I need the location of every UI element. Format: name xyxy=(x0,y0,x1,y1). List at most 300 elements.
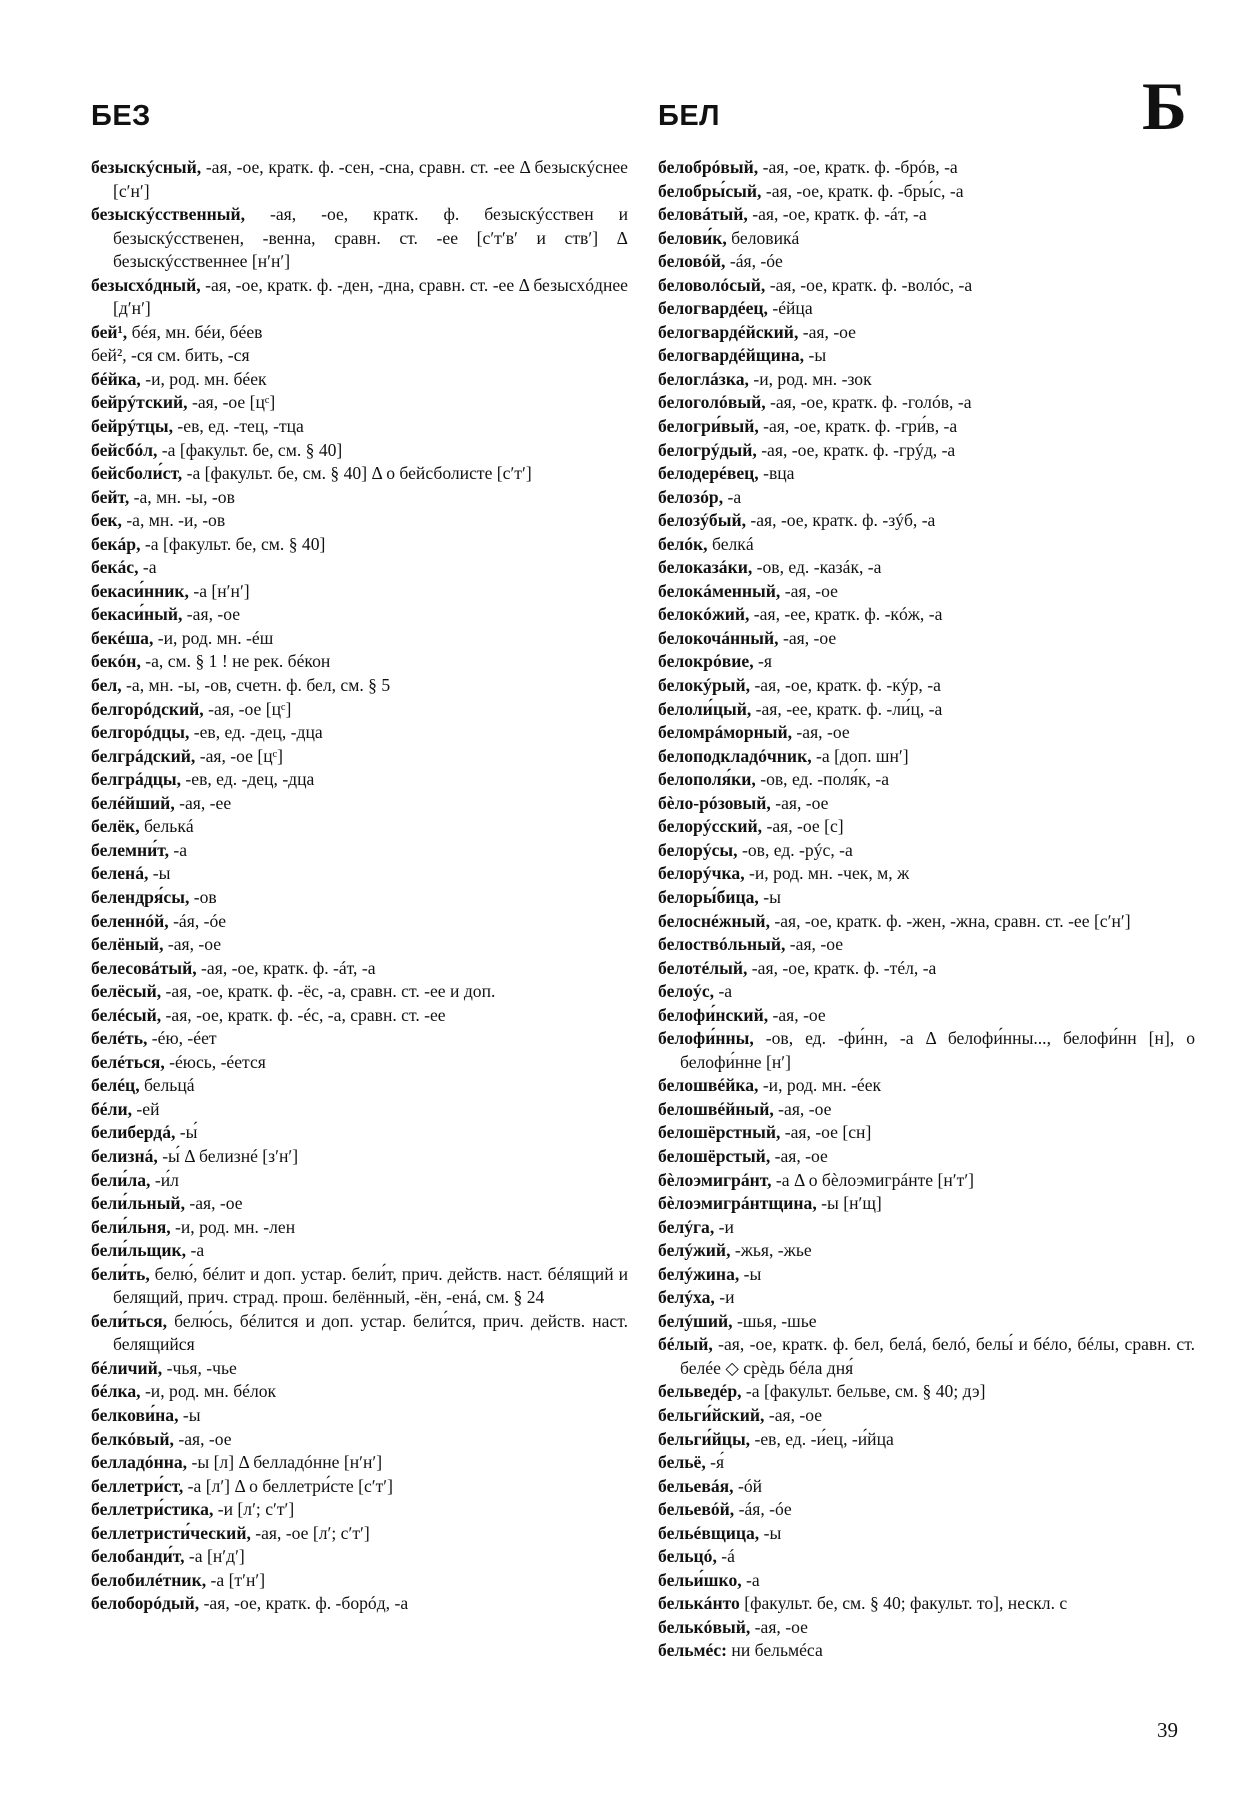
headword: белошвéйный, xyxy=(658,1098,774,1119)
dictionary-entry xyxy=(658,344,1195,368)
dictionary-entry xyxy=(91,1451,628,1475)
entry-text: -ая, -ое xyxy=(182,604,241,625)
entry-text: -ов, ед. -рýс, -а xyxy=(737,839,853,860)
dictionary-entry xyxy=(91,698,628,722)
headword: белополя́ки, xyxy=(658,769,756,790)
entry-text: -и, род. мн. бéек xyxy=(140,368,267,389)
dictionary-entry xyxy=(658,156,1195,180)
dictionary-entry xyxy=(91,768,628,792)
headword: бели́льный, xyxy=(91,1193,185,1214)
headword: белокрóвие, xyxy=(658,651,754,672)
dictionary-entry xyxy=(658,1380,1195,1404)
headword: бельги́йцы, xyxy=(658,1428,751,1449)
dictionary-entry xyxy=(658,1592,1195,1616)
entry-text: -я xyxy=(753,651,772,672)
headword: белýжина, xyxy=(658,1263,740,1284)
entry-text: бéя, мн. бéи, бéев xyxy=(127,321,263,342)
headword: белгорóдцы, xyxy=(91,722,190,743)
dictionary-entry xyxy=(658,1027,1195,1074)
headword: белокочáнный, xyxy=(658,627,779,648)
headword: белкóвый, xyxy=(91,1428,174,1449)
entry-text: беловикá xyxy=(726,227,800,248)
entry-text: -ая, -ое xyxy=(750,1616,808,1637)
headword: белоснéжный, xyxy=(658,910,770,931)
entry-text: -а [факульт. бельве, см. § 40; дэ] xyxy=(741,1381,986,1402)
dictionary-entry xyxy=(658,839,1195,863)
entry-text: -ая, -ое xyxy=(764,1404,823,1425)
entry-text: -ов, ед. -казáк, -а xyxy=(752,557,882,578)
dictionary-entry xyxy=(658,580,1195,604)
entry-text: белькá xyxy=(139,816,194,837)
headword: белладóнна, xyxy=(91,1452,188,1473)
dictionary-entry xyxy=(658,815,1195,839)
headword: бéличий, xyxy=(91,1357,163,1378)
entry-text: -ая, -ое, кратк. ф. -бры́с, -а xyxy=(761,180,964,201)
dictionary-entry xyxy=(658,745,1195,769)
dictionary-entry xyxy=(91,203,628,274)
headword: белодерéвец, xyxy=(658,463,759,484)
dictionary-entry xyxy=(658,957,1195,981)
entry-text: белю́, бéлит и доп. устар. бели́т, прич. действ. наст. бéлящий и белящий, прич. страд. прош. белённый, -ён, -енá, см. § 24 xyxy=(113,1263,628,1308)
headword: белéться, xyxy=(91,1051,165,1072)
entry-text: -а xyxy=(169,839,188,860)
headword: бельцó, xyxy=(658,1546,717,1567)
entry-text: -ая, -ое, кратк. ф. -áт, -а xyxy=(196,957,376,978)
dictionary-entry xyxy=(658,1545,1195,1569)
dictionary-entry xyxy=(91,1357,628,1381)
headword: беллетри́стика, xyxy=(91,1499,214,1520)
dictionary-entry xyxy=(658,1004,1195,1028)
entry-text: -ая, -ое, кратк. ф. -кýр, -а xyxy=(750,675,941,696)
headword: бели́ть, xyxy=(91,1263,150,1284)
headword: бекóн, xyxy=(91,651,141,672)
entry-text: -ы xyxy=(758,886,781,907)
entry-text: -ая, -ое xyxy=(768,1004,826,1025)
dictionary-entry xyxy=(658,1522,1195,1546)
entry-text: -ая, -ое, кратк. ф. -зýб, -а xyxy=(745,510,936,531)
entry-text: -ая, -ее xyxy=(174,792,232,813)
dictionary-entry xyxy=(91,415,628,439)
headword: белорýсский, xyxy=(658,816,763,837)
entry-text: -и, род. мн. бéлок xyxy=(140,1381,277,1402)
headword: белобанди́т, xyxy=(91,1546,185,1567)
dictionary-entry xyxy=(91,957,628,981)
dictionary-entry xyxy=(658,227,1195,251)
entry-text: -ы́ xyxy=(175,1122,198,1143)
entry-text: -ая, -ое, кратк. ф. -тéл, -а xyxy=(747,957,937,978)
entry-text: -á xyxy=(716,1546,735,1567)
headword: белéйший, xyxy=(91,792,175,813)
dictionary-entry xyxy=(658,721,1195,745)
entry-text: -ы xyxy=(759,1522,782,1543)
entry-text: -а xyxy=(714,981,733,1002)
dictionary-entry xyxy=(91,815,628,839)
dictionary-entry xyxy=(658,321,1195,345)
headword: бек, xyxy=(91,510,122,531)
dictionary-entry xyxy=(91,1121,628,1145)
dictionary-entry xyxy=(91,1592,628,1616)
headword: белогвардéец, xyxy=(658,298,768,319)
entry-text: бей², -ся см. бить, -ся xyxy=(91,345,250,366)
entry-text: -а [факульт. бе, см. § 40] Δ о бейсболисте [сʹтʹ] xyxy=(182,463,532,484)
entry-text: -ов, ед. -поля́к, -а xyxy=(755,769,890,790)
dictionary-entry xyxy=(658,1074,1195,1098)
right-column xyxy=(658,156,1195,1663)
dictionary-entry xyxy=(658,1428,1195,1452)
headword: белёк, xyxy=(91,816,140,837)
headword: бекаси́ный, xyxy=(91,604,183,625)
dictionary-entry xyxy=(91,1051,628,1075)
entry-text: -ая, -ое [с] xyxy=(762,816,844,837)
entry-text: -а [тʹнʹ] xyxy=(206,1569,266,1590)
dictionary-entry xyxy=(91,321,628,345)
headword: бели́ла, xyxy=(91,1169,151,1190)
dictionary-entry xyxy=(91,1428,628,1452)
headword: бельведéр, xyxy=(658,1381,742,1402)
dictionary-entry xyxy=(91,462,628,486)
entry-text: -ая, -ое xyxy=(184,1193,243,1214)
dictionary-entry xyxy=(658,1333,1195,1380)
entry-text: -а [доп. шнʹ] xyxy=(811,745,909,766)
headword: белокóжий, xyxy=(658,604,750,625)
dictionary-entry xyxy=(658,1145,1195,1169)
dictionary-entry xyxy=(658,862,1195,886)
headword: белендря́сы, xyxy=(91,886,190,907)
left-column xyxy=(91,156,628,1616)
headword: белибердá, xyxy=(91,1122,176,1143)
dictionary-entry xyxy=(658,1121,1195,1145)
headword: безыскýсственный, xyxy=(91,204,246,225)
entry-text: -ая, -ое xyxy=(163,934,222,955)
dictionary-entry xyxy=(91,862,628,886)
dictionary-entry xyxy=(91,792,628,816)
entry-text: -ов, ед. -фи́нн, -а Δ белофи́нны..., белофи́нн [н], о белофи́нне [нʹ] xyxy=(680,1028,1195,1072)
headword: бели́ться, xyxy=(91,1310,168,1331)
dictionary-entry xyxy=(658,1169,1195,1193)
entry-text: -ая, -ое, кратк. ф. -брóв, -а xyxy=(758,157,958,177)
entry-text: -ая, -ое, кратк. ф. -éс, -а, сравн. ст. -ее xyxy=(161,1004,446,1025)
dictionary-entry xyxy=(91,556,628,580)
headword: бельги́йский, xyxy=(658,1404,765,1425)
headword: бéлый, xyxy=(658,1334,713,1355)
entry-text: -и, род. мн. -зок xyxy=(748,368,872,389)
dictionary-entry xyxy=(658,1451,1195,1475)
headword: белорýсы, xyxy=(658,839,738,860)
headword: белкови́на, xyxy=(91,1404,179,1425)
dictionary-entry xyxy=(91,1239,628,1263)
entry-text: -ей xyxy=(132,1098,160,1119)
headword: бел, xyxy=(91,675,122,696)
headword: белокáменный, xyxy=(658,580,781,601)
dictionary-entry xyxy=(658,439,1195,463)
running-head-left: БЕЗ xyxy=(91,100,151,132)
entry-text: -ая, -ое xyxy=(773,1098,832,1119)
entry-text: -ы́ Δ белизнé [зʹнʹ] xyxy=(157,1145,299,1166)
dictionary-entry xyxy=(91,1263,628,1310)
headword: белéц, xyxy=(91,1075,140,1096)
entry-text: -ая, -ее, кратк. ф. -ли́ц, -а xyxy=(751,698,943,719)
headword: белёсый, xyxy=(91,981,162,1002)
dictionary-entry xyxy=(658,1239,1195,1263)
headword: бельи́шко, xyxy=(658,1569,742,1590)
headword: беленнóй, xyxy=(91,910,169,931)
dictionary-entry xyxy=(91,1192,628,1216)
headword: беловолóсый, xyxy=(658,274,766,295)
dictionary-entry xyxy=(658,603,1195,627)
entry-text: -и xyxy=(714,1287,735,1308)
headword: безыскýсный, xyxy=(91,157,202,177)
entry-text: -а xyxy=(723,486,742,507)
dictionary-entry xyxy=(658,1639,1195,1663)
entry-text: -а xyxy=(138,557,157,578)
headword: белесовáтый, xyxy=(91,957,197,978)
entry-text: -а [нʹнʹ] xyxy=(188,580,250,601)
entry-text: -а [лʹ] Δ о беллетри́сте [сʹтʹ] xyxy=(183,1475,394,1496)
dictionary-entry xyxy=(658,203,1195,227)
entry-text: -а Δ о бѐлоэмигрáнте [нʹтʹ] xyxy=(771,1169,975,1190)
entry-text: -éйца xyxy=(767,298,813,319)
headword: бельмéс: xyxy=(658,1640,728,1661)
entry-text: -а xyxy=(741,1569,760,1590)
dictionary-entry xyxy=(658,1310,1195,1334)
dictionary-entry xyxy=(658,674,1195,698)
dictionary-entry xyxy=(658,933,1195,957)
dictionary-entry xyxy=(658,415,1195,439)
dictionary-entry xyxy=(91,1475,628,1499)
entry-text: -ая, -ое, кратк. ф. -борóд, -а xyxy=(199,1593,409,1614)
dictionary-entry xyxy=(658,1263,1195,1287)
headword: белофи́нский, xyxy=(658,1004,769,1025)
headword: бейсбóл, xyxy=(91,439,158,460)
entry-text: -éюсь, -éется xyxy=(164,1051,266,1072)
entry-text: -óй xyxy=(733,1475,763,1496)
dictionary-entry xyxy=(91,1569,628,1593)
headword: беловóй, xyxy=(658,251,726,272)
headword: безысхóдный, xyxy=(91,274,201,295)
dictionary-entry xyxy=(91,533,628,557)
headword: бéли, xyxy=(91,1098,133,1119)
entry-text: -а, мн. -и, -ов xyxy=(121,510,226,531)
dictionary-entry xyxy=(658,698,1195,722)
entry-text: -ы [л] Δ белладóнне [нʹнʹ] xyxy=(187,1452,383,1473)
entry-text: -ая, -ое xyxy=(173,1428,232,1449)
entry-text: -я́ xyxy=(705,1452,725,1473)
dictionary-entry xyxy=(91,1098,628,1122)
headword: белькóвый, xyxy=(658,1616,751,1637)
dictionary-entry xyxy=(658,509,1195,533)
dictionary-entry xyxy=(91,1522,628,1546)
headword: белотéлый, xyxy=(658,957,748,978)
entry-text: -и́л xyxy=(150,1169,179,1190)
dictionary-entry xyxy=(91,674,628,698)
dictionary-entry xyxy=(658,768,1195,792)
headword: бейт, xyxy=(91,486,130,507)
dictionary-entry xyxy=(91,603,628,627)
entry-text: -а, мн. -ы, -ов xyxy=(129,486,235,507)
entry-text: -ая, -ое xyxy=(792,722,850,743)
page-number: 39 xyxy=(1157,1718,1178,1742)
headword: белови́к, xyxy=(658,227,727,248)
headword: бели́льня, xyxy=(91,1216,171,1237)
entry-text: -ая, -ое, кратк. ф. -ёс, -а, сравн. ст. -ее и доп. xyxy=(161,981,496,1002)
dictionary-entry xyxy=(91,368,628,392)
headword: белошвéйка, xyxy=(658,1075,759,1096)
headword: белькáнто xyxy=(658,1593,740,1614)
entry-text: -чья, -чье xyxy=(162,1357,237,1378)
entry-text: -áя, -óе xyxy=(734,1499,792,1520)
headword: бельё, xyxy=(658,1452,706,1473)
dictionary-entry xyxy=(91,1545,628,1569)
headword: беленá, xyxy=(91,863,149,884)
entry-text: -ая, -ое [цᶜ] xyxy=(187,392,276,413)
entry-text: -а [факульт. бе, см. § 40] xyxy=(157,439,343,460)
entry-text: -а xyxy=(186,1240,205,1261)
headword: белокýрый, xyxy=(658,675,751,696)
entry-text: -ая, -ое, кратк. ф. -áт, -а xyxy=(747,204,927,225)
dictionary-entry xyxy=(91,839,628,863)
entry-text: -ая, -ое xyxy=(780,580,838,601)
headword: белёный, xyxy=(91,934,164,955)
entry-text: -áя, -óе xyxy=(725,251,783,272)
entry-text: -ая, -ое xyxy=(770,1145,828,1166)
headword: бельевóй, xyxy=(658,1499,735,1520)
dictionary-entry xyxy=(658,391,1195,415)
entry-text: -и xyxy=(714,1216,734,1237)
dictionary-entry xyxy=(658,1569,1195,1593)
entry-text: -а [нʹдʹ] xyxy=(184,1546,245,1567)
headword: белгрáдский, xyxy=(91,745,196,766)
headword: белоýс, xyxy=(658,981,715,1002)
headword: бекéша, xyxy=(91,627,154,648)
entry-text: -а, мн. -ы, -ов, счетн. ф. бел, см. § 5 xyxy=(121,675,391,696)
entry-text: -ая, -ое, кратк. ф. -грýд, -а xyxy=(756,439,956,460)
entry-text: -и, род. мн. -éш xyxy=(153,627,274,648)
dictionary-entry xyxy=(658,274,1195,298)
dictionary-entry xyxy=(91,650,628,674)
headword: бѐлоэмигрáнтщина, xyxy=(658,1193,817,1214)
entry-text: белкá xyxy=(707,533,754,554)
dictionary-entry xyxy=(91,980,628,1004)
headword: беловáтый, xyxy=(658,204,748,225)
dictionary-entry xyxy=(658,1192,1195,1216)
section-letter: Б xyxy=(1142,68,1187,144)
entry-text: -ая, -ое, кратк. ф. -ден, -дна, сравн. ст. -ее Δ безысхóднее [дʹнʹ] xyxy=(113,274,628,319)
headword: белогрýдый, xyxy=(658,439,757,460)
headword: бекáр, xyxy=(91,533,141,554)
dictionary-entry xyxy=(658,910,1195,934)
headword: беллетри́ст, xyxy=(91,1475,184,1496)
entry-text: -ая, -ое, кратк. ф. -гри́в, -а xyxy=(758,416,958,437)
entry-text: -ая, -ое [сн] xyxy=(780,1122,872,1143)
entry-text: -а [факульт. бе, см. § 40] xyxy=(140,533,326,554)
headword: белозýбый, xyxy=(658,510,746,531)
headword: бѐлоэмигрáнт, xyxy=(658,1169,772,1190)
headword: бей¹, xyxy=(91,321,128,342)
entry-text: -вца xyxy=(758,463,795,484)
headword: бейрýтцы, xyxy=(91,416,174,437)
dictionary-entry xyxy=(91,721,628,745)
headword: белобрóвый, xyxy=(658,157,759,177)
headword: беломрáморный, xyxy=(658,722,793,743)
headword: белгорóдский, xyxy=(91,698,204,719)
dictionary-entry xyxy=(658,792,1195,816)
dictionary-entry xyxy=(91,156,628,203)
headword: белоказáки, xyxy=(658,557,753,578)
headword: белемни́т, xyxy=(91,839,170,860)
headword: бельéвщица, xyxy=(658,1522,760,1543)
dictionary-entry xyxy=(91,627,628,651)
dictionary-entry xyxy=(658,250,1195,274)
entry-text: -ая, -ое xyxy=(785,934,844,955)
dictionary-entry xyxy=(91,1169,628,1193)
entry-text: белю́сь, бéлится и доп. устар. бели́тся, прич. действ. наст. белящийся xyxy=(113,1310,628,1355)
headword: бекáс, xyxy=(91,557,139,578)
headword: белобры́сый, xyxy=(658,180,762,201)
headword: белофи́нны, xyxy=(658,1028,754,1049)
headword: беллетристи́ческий, xyxy=(91,1522,251,1543)
dictionary-entry xyxy=(658,1498,1195,1522)
headword: белоглáзка, xyxy=(658,368,749,389)
entry-text: -áя, -óе xyxy=(168,910,227,931)
dictionary-entry xyxy=(91,1074,628,1098)
entry-text: -ая, -ое [цᶜ] xyxy=(203,698,292,719)
entry-text: -а, см. § 1 ! не рек. бéкон xyxy=(140,651,331,672)
headword: бекаси́нник, xyxy=(91,580,189,601)
entry-text: ни бельмéса xyxy=(727,1640,823,1661)
headword: белоствóльный, xyxy=(658,934,786,955)
dictionary-entry xyxy=(91,1216,628,1240)
dictionary-entry xyxy=(658,650,1195,674)
entry-text: -ая, -ее, кратк. ф. -кóж, -а xyxy=(749,604,943,625)
headword: белошёрстный, xyxy=(658,1122,781,1143)
headword: бѐло-рóзовый, xyxy=(658,792,771,813)
entry-text: бельцá xyxy=(139,1075,195,1096)
entry-text: -шья, -шье xyxy=(732,1310,817,1331)
entry-text: -ов xyxy=(189,886,217,907)
dictionary-entry xyxy=(658,627,1195,651)
entry-text: -ая, -ое, кратк. ф. -волóс, -а xyxy=(765,274,973,295)
dictionary-entry xyxy=(91,391,628,415)
dictionary-entry xyxy=(658,180,1195,204)
entry-text: -ая, -ое, кратк. ф. -жен, -жна, сравн. ст. -ее [сʹнʹ] xyxy=(769,910,1131,931)
headword: белоры́бица, xyxy=(658,886,759,907)
dictionary-entry xyxy=(91,1004,628,1028)
dictionary-entry xyxy=(91,439,628,463)
headword: белизнá, xyxy=(91,1145,158,1166)
entry-text: -ая, -ое, кратк. ф. безыскýсствен и безыскýсственен, -венна, сравн. ст. -ее [сʹтʹвʹ и ствʹ] Δ безыскýсственнее [нʹнʹ] xyxy=(113,204,628,272)
dictionary-entry xyxy=(658,1216,1195,1240)
headword: бельевáя, xyxy=(658,1475,734,1496)
dictionary-entry xyxy=(91,910,628,934)
entry-text: -ая, -ое, кратк. ф. -голóв, -а xyxy=(765,392,972,413)
dictionary-entry xyxy=(658,486,1195,510)
dictionary-entry xyxy=(91,1145,628,1169)
dictionary-entry xyxy=(91,580,628,604)
entry-text: -и, род. мн. -лен xyxy=(170,1216,296,1237)
entry-text: -ев, ед. -дец, -дца xyxy=(189,722,323,743)
headword: белогвардéйский, xyxy=(658,321,799,342)
entry-text: -ая, -ое, кратк. ф. -сен, -сна, сравн. ст. -ее Δ безыскýснее [сʹнʹ] xyxy=(113,157,628,201)
entry-text: -ая, -ое xyxy=(798,321,856,342)
dictionary-entry xyxy=(658,556,1195,580)
dictionary-entry xyxy=(91,486,628,510)
dictionary-entry xyxy=(658,980,1195,1004)
headword: бейрýтский, xyxy=(91,392,188,413)
headword: белéть, xyxy=(91,1028,148,1049)
entry-text: -ая, -ое [цᶜ] xyxy=(195,745,284,766)
dictionary-entry xyxy=(658,1286,1195,1310)
dictionary-entry xyxy=(658,1098,1195,1122)
